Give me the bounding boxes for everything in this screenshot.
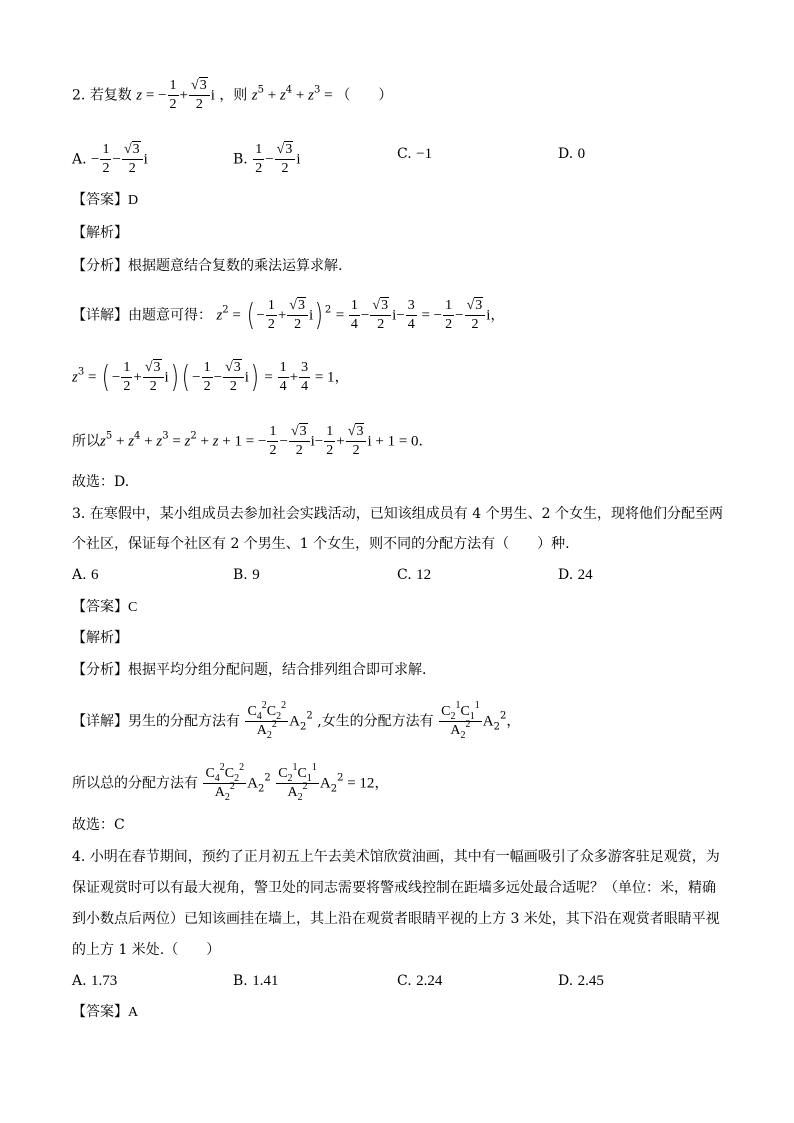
q3-analysis-heading: 【解析】 bbox=[72, 630, 128, 646]
q3-fenxi: 【分析】根据平均分组分配问题，结合排列组合即可求解. bbox=[72, 662, 427, 678]
q2-option-c: C. −1 bbox=[397, 146, 433, 162]
q2-option-a: A. − $\frac{1}{2}$ − $\frac{√3}{2}$ i bbox=[72, 142, 148, 176]
q3-option-a: A. 6 bbox=[72, 567, 99, 583]
q4-option-a: A. 1.73 bbox=[72, 973, 118, 989]
q4-stem-line3: 到小数点后两位）已知该画挂在墙上，其上沿在观赏者眼睛平视的上方 3 米处，其下沿在观赏者眼睛平视 bbox=[72, 911, 720, 927]
q3-stem-line2: 个社区，保证每个社区有 2 个男生、1 个女生，则不同的分配方法有（ ）种. bbox=[72, 536, 570, 552]
q3-detail-line1: 【详解】男生的分配方法有 $\frac{C_4^2C_2^2}{A_2^2}$ $A_2^2$ ,女生的分配方法有 $\frac{C_2^1C_1^1}{A_2^2}$ $A_2^2$， bbox=[72, 700, 521, 741]
q3-answer: 【答案】C bbox=[72, 599, 138, 615]
q4-answer: 【答案】A bbox=[72, 1004, 139, 1020]
q2-conclusion: 故选：D. bbox=[72, 474, 130, 490]
q2-detail-line2: $z^3$ = ( − $\frac{1}{2}$ + $\frac{√3}{2}$ i) ( − $\frac{1}{2}$ − $\frac{√3}{2}$ i) = $\frac{1}{4}$ + $\frac{3}{4}$ = 1， bbox=[72, 359, 349, 395]
q2-detail-line1: 【详解】由题意可得： $z^2$ = ( − $\frac{1}{2}$ + $\frac{√3}{2}$ i) $^2$ = $\frac{1}{4}$ − $\frac{√3}{2}$ i− $\frac{3}{4}$ = − $\frac{1}{2}$ − $\frac{√3}{2}$ i， bbox=[72, 297, 505, 333]
q4-stem-line4: 的上方 1 米处.（ ） bbox=[72, 942, 221, 958]
q4-stem-line1: 4. 小明在春节期间，预约了正月初五上午去美术馆欣赏油画，其中有一幅画吸引了众多游客驻足观赏，为 bbox=[72, 849, 720, 865]
q3-option-b: B. 9 bbox=[233, 567, 260, 583]
q2-option-d: D. 0 bbox=[558, 146, 586, 162]
q3-option-c: C. 12 bbox=[397, 567, 432, 583]
q2-option-b: B. $\frac{1}{2}$ − $\frac{√3}{2}$ i bbox=[233, 142, 301, 176]
q2-analysis-heading: 【解析】 bbox=[72, 225, 128, 241]
q3-stem-line1: 3. 在寒假中，某小组成员去参加社会实践活动，已知该组成员有 4 个男生、2 个女生，现将他们分配至两 bbox=[72, 506, 723, 522]
q3-conclusion: 故选：C bbox=[72, 817, 125, 833]
q4-option-d: D. 2.45 bbox=[558, 973, 604, 989]
q3-detail-line2: 所以总的分配方法有 $\frac{C_4^2C_2^2}{A_2^2}$ $A_2^2$ $\frac{C_2^1C_1^1}{A_2^2}$ $A_2^2 = 12$， bbox=[72, 762, 389, 803]
q2-stem: 2. 若复数 z = − $\frac{1}{2}$ + $\frac{√3}{2}$ i ，则 $z^5 + z^4 + z^3$ = （ ） bbox=[72, 78, 393, 112]
q4-stem-line2: 保证观赏时可以有最大视角，警卫处的同志需要将警戒线控制在距墙多远处最合适呢？（单位：米，精确 bbox=[72, 880, 716, 896]
q2-answer: 【答案】D bbox=[72, 192, 139, 208]
q2-detail-line3: 所以$z^5 + z^4 + z^3 = z^2 + z + 1$ = − $\frac{1}{2}$ − $\frac{√3}{2}$ i− $\frac{1}{2}$ + $\frac{√3}{2}$ i + 1 = 0. bbox=[72, 424, 423, 458]
q2-fenxi: 【分析】根据题意结合复数的乘法运算求解. bbox=[72, 258, 343, 274]
q4-option-c: C. 2.24 bbox=[397, 973, 443, 989]
q4-option-b: B. 1.41 bbox=[233, 973, 279, 989]
q3-option-d: D. 24 bbox=[558, 567, 593, 583]
